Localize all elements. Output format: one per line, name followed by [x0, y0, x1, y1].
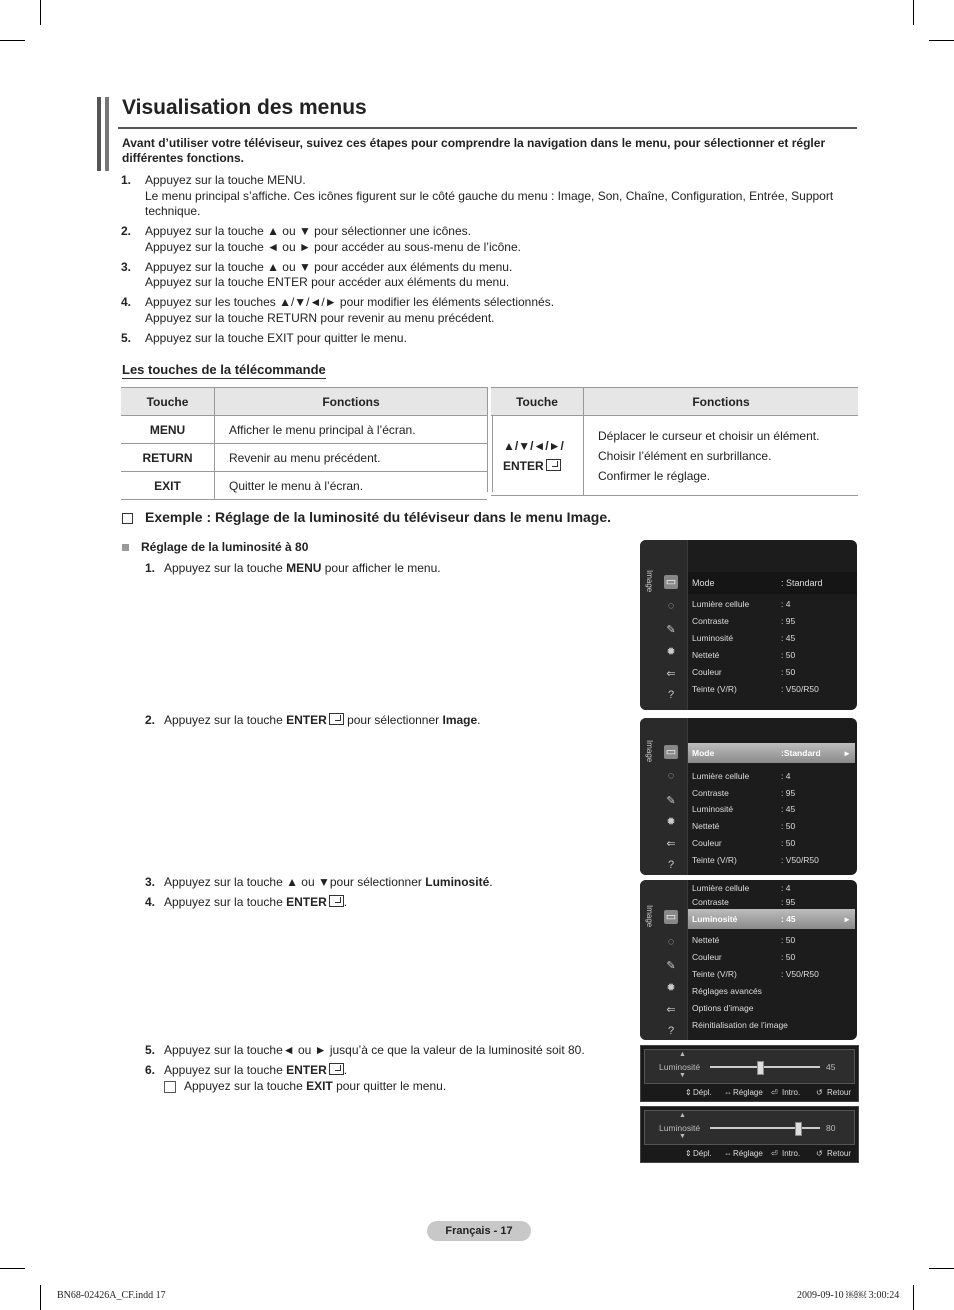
crop-mark [40, 1285, 41, 1310]
arrow-right-icon: ▸ [844, 748, 849, 758]
osd-row-label: Contraste [692, 788, 729, 798]
osd-row-label: Netteté [692, 650, 720, 660]
step-text [145, 295, 851, 326]
crop-mark [913, 1285, 914, 1310]
step-key: ENTER [286, 713, 327, 727]
slider-help-bar [641, 1147, 858, 1161]
slider-label: Luminosité [659, 1123, 701, 1133]
osd-row [692, 786, 852, 800]
title-accent-bar [105, 97, 109, 171]
step-text: Appuyez sur la touche [164, 895, 287, 909]
crop-mark [0, 1268, 25, 1269]
osd-row-value: : V50/R50 [781, 969, 819, 979]
osd-row [692, 648, 852, 662]
osd-row-label: Mode [692, 748, 715, 758]
input-icon: ⇐ [666, 668, 676, 680]
step-text: Appuyez sur la touche [164, 1063, 287, 1077]
osd-row-label: Luminosité [692, 804, 734, 814]
arrow-right-icon: ▸ [844, 914, 849, 924]
step-number: 3. [145, 875, 156, 889]
gear-icon: ✹ [666, 816, 676, 828]
example-note [145, 1079, 446, 1093]
osd-row-value: : 95 [781, 897, 796, 907]
step-line: Appuyez sur la touche ◄ ou ► pour accéder au sous-menu de l’icône. [145, 239, 521, 254]
arrow-up-icon: ▲ [679, 1112, 686, 1119]
osd-menu-3 [640, 880, 857, 1040]
help-enter: Intro. [782, 1149, 801, 1158]
step-number: 3. [121, 259, 132, 274]
osd-row [692, 631, 852, 645]
enter-icon [329, 895, 344, 907]
help-return: Retour [827, 1149, 852, 1158]
crop-mark [40, 0, 41, 25]
enter-icon [329, 713, 344, 725]
table-row [491, 416, 858, 496]
osd-row [692, 853, 852, 867]
example-heading-text: Exemple : Réglage de la luminosité du téléviseur dans le menu Image. [145, 509, 612, 525]
osd-row-selected [688, 572, 857, 594]
osd-side-label: Image [645, 740, 654, 763]
slider-help-bar [641, 1086, 858, 1100]
input-icon: ⇐ [666, 1004, 676, 1016]
osd-row-value: : 50 [781, 821, 796, 831]
step-text [145, 331, 851, 347]
help-icon: ? [667, 859, 675, 871]
print-slug-right: 2009-09-10 ￼￼ 3:00:24 [797, 1290, 900, 1301]
note-text: pour quitter le menu. [332, 1079, 447, 1093]
osd-row-label: Contraste [692, 616, 729, 626]
crop-mark [913, 0, 914, 25]
step-text [145, 260, 851, 291]
example-heading [122, 509, 611, 525]
osd-row-value: : 50 [781, 935, 796, 945]
slider-track[interactable] [710, 1066, 820, 1068]
print-slug-left: BN68-02426A_CF.indd 17 [57, 1290, 166, 1301]
sound-icon: ◌ [667, 770, 675, 782]
step-text: Appuyez sur la touche ▲ ou ▼pour sélectionner [164, 875, 426, 889]
input-icon: ⇐ [666, 838, 676, 850]
enter-icon [546, 459, 561, 471]
step-line: Appuyez sur la touche EXIT pour quitter le menu. [145, 330, 407, 345]
gear-icon: ✹ [666, 982, 676, 994]
osd-row [692, 933, 852, 947]
osd-row [692, 682, 852, 696]
osd-row [692, 769, 852, 783]
step-line: Appuyez sur les touches ▲/▼/◄/► pour modifier les éléments sélectionnés. [145, 295, 555, 309]
enter-icon [329, 1063, 344, 1075]
channel-icon: ✎ [666, 960, 676, 972]
osd-row [692, 950, 852, 964]
step-text [145, 173, 851, 220]
osd-row-label: Lumière cellule [692, 771, 750, 781]
osd-row [692, 597, 852, 611]
example-step [145, 713, 481, 727]
title-rule [118, 127, 857, 129]
osd-row [692, 881, 852, 895]
step-number: 2. [121, 224, 132, 238]
table-header: Touche [121, 388, 215, 416]
channel-icon: ✎ [666, 624, 676, 636]
osd-row-label: Teinte (V/R) [692, 969, 737, 979]
help-adjust: Réglage [733, 1088, 763, 1097]
note-text: Appuyez sur la touche [184, 1079, 307, 1093]
step-text: pour afficher le menu. [321, 561, 441, 575]
osd-row-value: : V50/R50 [781, 855, 819, 865]
enter-icon: ⏎ [771, 1088, 778, 1097]
osd-row [692, 1018, 852, 1032]
sound-icon: ◌ [667, 600, 675, 612]
table-row [121, 472, 487, 500]
crop-mark [0, 40, 25, 41]
slider-label: Luminosité [659, 1062, 701, 1072]
step-line: Appuyez sur la touche ▲ ou ▼ pour accéder aux éléments du menu. [145, 259, 513, 274]
channel-icon: ✎ [666, 795, 676, 807]
slider-value: 80 [826, 1123, 836, 1133]
osd-row-value: : 95 [781, 788, 796, 798]
help-adjust: Réglage [733, 1149, 763, 1158]
enter-icon: ⏎ [771, 1149, 778, 1158]
steps-list [121, 173, 851, 351]
picture-icon: ▭ [665, 746, 677, 758]
osd-row-label: Contraste [692, 897, 729, 907]
slider-panel [644, 1110, 855, 1145]
remote-keys-table-right [491, 387, 858, 496]
osd-row-label: Couleur [692, 667, 722, 677]
brightness-slider-45 [640, 1045, 859, 1102]
example-subheading-text: Réglage de la luminosité à 80 [141, 540, 309, 554]
osd-row-value: : 50 [781, 952, 796, 962]
page-title: Visualisation des menus [122, 96, 367, 119]
leftright-icon: ⇔ [724, 1149, 732, 1158]
step-text: Appuyez sur la touche [164, 561, 287, 575]
help-enter: Intro. [782, 1088, 801, 1097]
arrow-down-icon: ▼ [679, 1072, 686, 1079]
arrow-keys-label: ▲/▼/◄/►/ [503, 438, 564, 453]
help-move: Dépl. [693, 1149, 712, 1158]
help-move: Dépl. [693, 1088, 712, 1097]
step-item [121, 331, 851, 347]
step-item [121, 224, 851, 255]
help-return: Retour [827, 1088, 852, 1097]
key-name: MENU [121, 416, 215, 444]
osd-row-value: : 4 [781, 771, 791, 781]
crop-mark [929, 1268, 954, 1269]
step-key: MENU [286, 561, 322, 575]
page-number-badge: Français - 17 [427, 1221, 531, 1241]
osd-row-value: :Standard [781, 748, 821, 758]
note-icon [164, 1081, 176, 1093]
step-number: 2. [145, 713, 156, 727]
key-description: Afficher le menu principal à l’écran. [215, 416, 488, 444]
arrow-down-icon: ▼ [679, 1133, 686, 1140]
osd-row-label: Luminosité [692, 914, 738, 924]
step-number: 1. [145, 561, 156, 575]
osd-row-label: Réglages avancés [692, 986, 762, 996]
remote-keys-heading: Les touches de la télécommande [122, 362, 326, 377]
step-number: 1. [121, 173, 132, 187]
example-step [145, 875, 493, 889]
step-number: 5. [121, 330, 132, 345]
osd-row-label: Mode [692, 578, 715, 588]
step-number: 5. [145, 1043, 156, 1057]
return-icon: ↺ [816, 1088, 823, 1097]
crop-mark [929, 40, 954, 41]
intro-paragraph: Avant d’utiliser votre téléviseur, suivez ces étapes pour comprendre la navigation dans le menu, pour sélectionner et régler différentes fonctions. [122, 136, 826, 165]
osd-row-value: : 45 [781, 914, 796, 924]
desc-line: Confirmer le réglage. [598, 468, 711, 483]
osd-row-label: Teinte (V/R) [692, 855, 737, 865]
step-text: . [477, 713, 481, 727]
step-number: 6. [145, 1063, 156, 1077]
step-item [121, 173, 851, 220]
sound-icon: ◌ [667, 936, 675, 948]
key-description: Revenir au menu précédent. [215, 444, 488, 472]
osd-row-highlighted[interactable] [688, 909, 855, 929]
slider-handle[interactable] [757, 1061, 764, 1075]
osd-row-highlighted[interactable] [688, 743, 855, 763]
step-number: 4. [121, 295, 132, 309]
title-accent-bar [97, 97, 101, 171]
help-icon: ? [667, 689, 675, 701]
example-step [145, 1063, 347, 1077]
step-key: ENTER [286, 1063, 327, 1077]
step-line: Appuyez sur la touche MENU. [145, 173, 306, 187]
example-subheading [122, 540, 308, 554]
picture-icon: ▭ [665, 911, 677, 923]
osd-side-label: Image [645, 905, 654, 928]
checkbox-bullet-icon [122, 513, 133, 524]
osd-row-label: Lumière cellule [692, 883, 750, 893]
table-header: Fonctions [215, 388, 488, 416]
step-key: ENTER [286, 895, 327, 909]
osd-row-label: Couleur [692, 838, 722, 848]
step-text: Appuyez sur la touche [164, 713, 287, 727]
table-header: Touche [491, 388, 584, 416]
slider-value: 45 [826, 1062, 836, 1072]
leftright-icon: ⇔ [724, 1088, 732, 1097]
picture-icon: ▭ [665, 576, 677, 588]
step-line: Appuyez sur la touche ▲ ou ▼ pour sélectionner une icônes. [145, 224, 471, 238]
osd-row-label: Lumière cellule [692, 599, 750, 609]
note-key: EXIT [306, 1079, 333, 1093]
osd-row-value: : V50/R50 [781, 684, 819, 694]
step-text: Appuyez sur la touche◄ ou ► jusqu’à ce que la valeur de la luminosité soit 80. [164, 1043, 585, 1057]
desc-line: Déplacer le curseur et choisir un élément. [598, 428, 820, 443]
osd-menu-1 [640, 540, 857, 710]
remote-keys-table-left [121, 387, 487, 500]
example-step [145, 895, 347, 909]
slider-track[interactable] [710, 1127, 820, 1129]
step-key: Image [442, 713, 478, 727]
brightness-slider-80 [640, 1106, 859, 1163]
osd-row-value: : 50 [781, 667, 796, 677]
osd-row-label: Teinte (V/R) [692, 684, 737, 694]
key-description [584, 416, 859, 496]
step-key: Luminosité [425, 875, 490, 889]
step-text [145, 224, 851, 255]
step-line: Le menu principal s’affiche. Ces icônes figurent sur le côté gauche du menu : Image, Son, Chaîne, Configuration, Entrée, Support technique. [145, 188, 834, 218]
table-header: Fonctions [584, 388, 859, 416]
slider-handle[interactable] [795, 1122, 802, 1136]
square-bullet-icon [122, 544, 129, 551]
step-item [121, 295, 851, 326]
table-row [121, 444, 487, 472]
osd-row-label: Luminosité [692, 633, 734, 643]
help-icon: ? [667, 1025, 675, 1037]
osd-row-value: : 95 [781, 616, 796, 626]
step-text: . [343, 1063, 348, 1077]
updown-icon: ⇕ [685, 1149, 692, 1158]
osd-row-value: : 50 [781, 650, 796, 660]
key-name: EXIT [121, 472, 215, 500]
osd-row [692, 1001, 852, 1015]
osd-row [692, 802, 852, 816]
arrow-up-icon: ▲ [679, 1051, 686, 1058]
step-number: 4. [145, 895, 156, 909]
osd-row-label: Couleur [692, 952, 722, 962]
osd-row-label: Netteté [692, 935, 720, 945]
table-row [121, 416, 487, 444]
enter-key-label: ENTER [503, 458, 544, 473]
osd-row [692, 967, 852, 981]
example-step [145, 561, 441, 575]
osd-row [692, 665, 852, 679]
osd-row-value: : Standard [781, 578, 823, 588]
osd-row-label: Réinitialisation de l’image [692, 1020, 788, 1030]
example-step [145, 1043, 585, 1057]
step-text: . [489, 875, 493, 889]
osd-row-value: : 45 [781, 633, 796, 643]
osd-row-value: : 50 [781, 838, 796, 848]
key-name: RETURN [121, 444, 215, 472]
osd-row-label: Netteté [692, 821, 720, 831]
step-item [121, 260, 851, 291]
osd-row-value: : 4 [781, 599, 791, 609]
key-description: Quitter le menu à l’écran. [215, 472, 488, 500]
osd-menu-2 [640, 718, 857, 875]
step-line: Appuyez sur la touche ENTER pour accéder aux éléments du menu. [145, 275, 510, 289]
updown-icon: ⇕ [685, 1088, 692, 1097]
osd-row [692, 984, 852, 998]
return-icon: ↺ [816, 1149, 823, 1158]
osd-row [692, 895, 852, 909]
slider-panel [644, 1049, 855, 1084]
osd-row-label: Options d’image [692, 1003, 754, 1013]
osd-side-label: Image [645, 570, 654, 593]
step-line: Appuyez sur la touche RETURN pour revenir au menu précédent. [145, 310, 495, 325]
osd-row-value: : 45 [781, 804, 796, 814]
step-text: pour sélectionner [343, 713, 443, 727]
gear-icon: ✹ [666, 646, 676, 658]
osd-row [692, 614, 852, 628]
osd-row [692, 819, 852, 833]
osd-row-value: : 4 [781, 883, 791, 893]
step-text: . [343, 895, 348, 909]
desc-line: Choisir l’élément en surbrillance. [598, 448, 772, 463]
key-name [491, 416, 584, 496]
osd-row [692, 836, 852, 850]
